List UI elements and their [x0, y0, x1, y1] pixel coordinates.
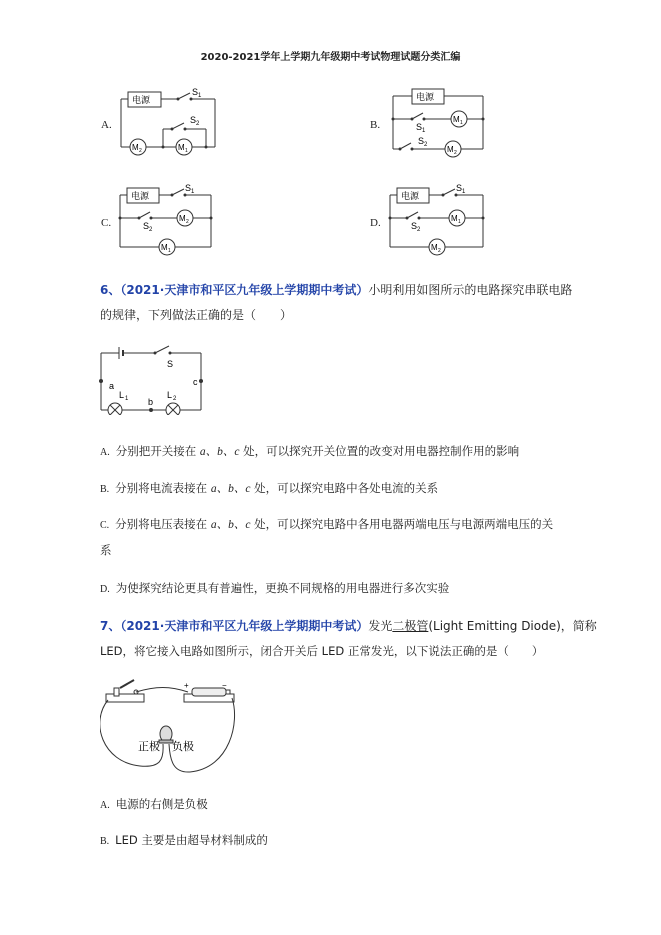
- q7-underlined-term: 二极管: [392, 619, 429, 633]
- svg-text:2: 2: [139, 148, 142, 154]
- q5-circuit-c: [115, 180, 220, 258]
- q6-stem-line2: 的规律，下列做法正确的是（ ）: [100, 308, 293, 322]
- q6-option-b: B. 分别将电流表接在 a、b、c 处，可以探究电路中各处电流的关系: [100, 481, 439, 495]
- svg-text:1: 1: [125, 396, 129, 402]
- q7-option-b: B. LED 主要是由超导材料制成的: [100, 833, 268, 847]
- svg-text:S: S: [185, 183, 192, 193]
- point-a-label: a: [109, 381, 115, 391]
- svg-text:M: M: [431, 243, 438, 252]
- point-b-label: b: [148, 397, 154, 407]
- point-c-label: c: [193, 377, 198, 387]
- svg-text:M: M: [451, 214, 458, 223]
- l1-label: L: [119, 390, 125, 400]
- q7-number: 7、: [100, 619, 121, 633]
- q5-option-c-label: C.: [101, 217, 112, 229]
- m2-label: M: [132, 143, 139, 152]
- q6-option-c-continued: 系: [100, 543, 112, 557]
- svg-text:M: M: [161, 243, 168, 252]
- svg-text:2: 2: [186, 219, 189, 225]
- q5-option-b-label: B.: [370, 119, 381, 131]
- q6-stem-text1: 小明利用如图所示的电路探究串联电路: [368, 283, 573, 297]
- svg-text:S: S: [411, 221, 418, 231]
- svg-text:M: M: [447, 145, 454, 154]
- m1-label: M: [178, 143, 185, 152]
- q6-option-d: D. 为使探究结论更具有普遍性，更换不同规格的用电器进行多次实验: [100, 581, 450, 595]
- svg-text:M: M: [453, 115, 460, 124]
- switch-s-label: S: [167, 359, 174, 369]
- svg-text:2: 2: [149, 227, 153, 233]
- q5-circuit-a: [118, 85, 223, 160]
- s2-label: S: [190, 115, 197, 125]
- q6-series-circuit: [97, 343, 207, 415]
- q7-option-a: A. 电源的右侧是负极: [100, 797, 208, 811]
- svg-text:1: 1: [168, 248, 171, 254]
- svg-text:2: 2: [454, 150, 457, 156]
- q6-number: 6、: [100, 283, 121, 297]
- svg-text:1: 1: [422, 128, 426, 134]
- page-header: 2020-2021学年上学期九年级期中考试物理试题分类汇编: [200, 52, 461, 63]
- svg-text:1: 1: [462, 189, 466, 195]
- q6-source: （2021·天津市和平区九年级上学期期中考试）: [120, 283, 369, 297]
- svg-text:1: 1: [191, 189, 195, 195]
- svg-text:电源: 电源: [131, 191, 150, 201]
- svg-text:2: 2: [173, 396, 177, 402]
- q6-option-c: C. 分别将电压表接在 a、b、c 处，可以探究电路中各用电器两端电压与电源两端电压的关: [100, 517, 554, 531]
- q7-source: （2021·天津市和平区九年级上学期期中考试）: [120, 619, 369, 633]
- power-label: 电源: [132, 95, 151, 105]
- svg-text:S: S: [143, 221, 150, 231]
- negative-pole-label: 负极: [172, 741, 194, 753]
- s1-label: S: [192, 87, 199, 97]
- q5-circuit-b: [388, 84, 488, 162]
- positive-pole-label: 正极: [138, 741, 160, 753]
- q5-option-a-label: A.: [101, 119, 112, 131]
- q5-option-d-label: D.: [370, 217, 381, 229]
- minus-terminal: −: [222, 681, 227, 690]
- svg-text:1: 1: [185, 148, 188, 154]
- q7-stem-line1: 7、（2021·天津市和平区九年级上学期期中考试）发光二极管(Light Emitting Diode)，简称: [100, 619, 597, 633]
- svg-text:2: 2: [424, 142, 428, 148]
- svg-text:2: 2: [417, 227, 421, 233]
- svg-text:1: 1: [458, 219, 461, 225]
- l2-label: L: [167, 390, 173, 400]
- svg-text:2: 2: [196, 121, 200, 127]
- svg-text:1: 1: [460, 120, 463, 126]
- svg-text:电源: 电源: [416, 92, 435, 102]
- svg-text:S: S: [418, 136, 425, 146]
- svg-text:S: S: [416, 122, 423, 132]
- svg-text:S: S: [456, 183, 463, 193]
- svg-text:2: 2: [438, 248, 441, 254]
- svg-text:1: 1: [198, 93, 202, 99]
- q6-stem-line1: [100, 282, 572, 298]
- svg-text:M: M: [179, 214, 186, 223]
- plus-terminal: +: [184, 681, 189, 690]
- svg-text:电源: 电源: [401, 191, 420, 201]
- q7-stem-line2: LED，将它接入电路如图所示，闭合开关后 LED 正常发光，以下说法正确的是（ ）: [100, 644, 544, 658]
- q7-led-circuit-figure: [100, 672, 240, 782]
- q6-option-a: A. 分别把开关接在 a、b、c 处，可以探究开关位置的改变对用电器控制作用的影响: [100, 444, 520, 458]
- q5-circuit-d: [385, 180, 490, 258]
